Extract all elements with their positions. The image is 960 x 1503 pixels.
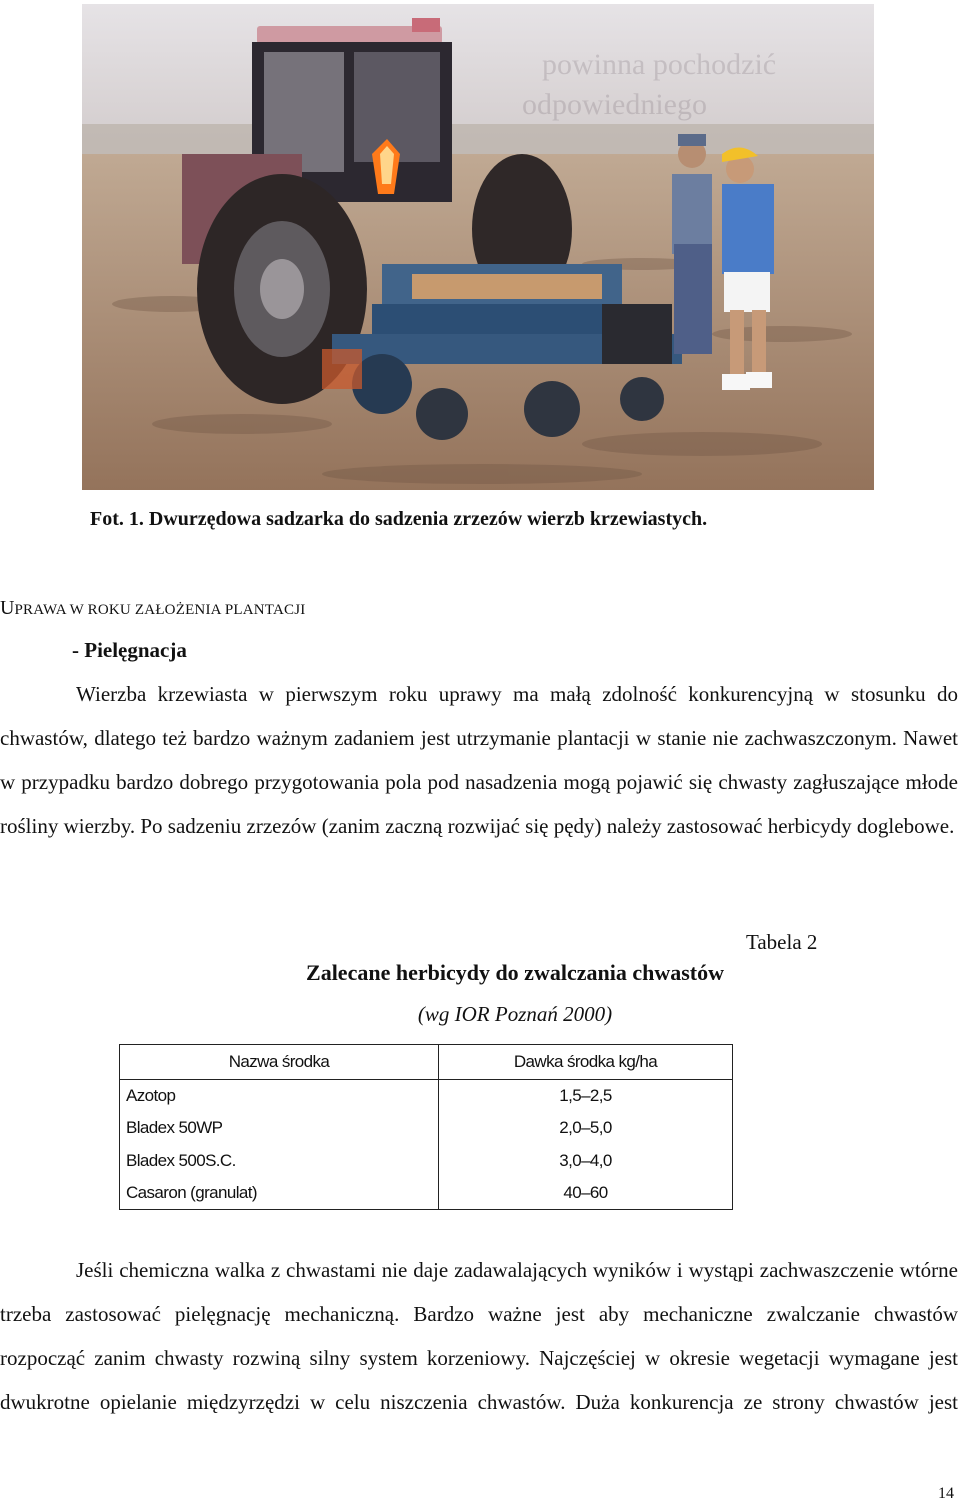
herbicide-name: Bladex 500S.C. bbox=[120, 1144, 439, 1176]
table-row bbox=[120, 1177, 733, 1210]
herbicide-dose: 3,0–4,0 bbox=[559, 1150, 612, 1170]
herbicide-dose: 2,0–5,0 bbox=[559, 1118, 612, 1138]
page-number: 14 bbox=[938, 1485, 954, 1502]
subheading-pielegnacja: - Pielęgnacja bbox=[72, 638, 187, 662]
paragraph-intro bbox=[0, 672, 958, 848]
herbicide-dose: 40–60 bbox=[563, 1182, 608, 1202]
herbicide-name: Casaron (granulat) bbox=[120, 1177, 439, 1210]
table-row bbox=[120, 1144, 733, 1176]
herbicide-table bbox=[119, 1044, 733, 1210]
table-header-row bbox=[120, 1045, 733, 1080]
column-header-dose: Dawka środka kg/ha bbox=[439, 1045, 733, 1080]
table-label: Tabela 2 bbox=[746, 930, 818, 954]
photo-caption: Fot. 1. Dwurzędowa sadzarka do sadzenia zrzezów wierzb krzewiastych. bbox=[90, 508, 708, 530]
heading-part-uprawa: PRAWA W bbox=[14, 602, 88, 618]
svg-text:odpowiedniego: odpowiedniego bbox=[522, 88, 707, 121]
section-heading bbox=[0, 597, 305, 620]
field-photo bbox=[82, 4, 874, 490]
paragraph-intro-text: Wierzba krzewiasta w pierwszym roku uprawy ma małą zdolność konkurencyjną w stosunku do chwastów, dlatego też bardzo ważnym zadaniem jest utrzymanie plantacji w stanie nie zachwaszczonym. Nawet w przypadku bardzo dobrego przygotowania pola pod nasadzenia mogą pojawić się chwasty zagłuszające młode rośliny wierzby. Po sadzeniu zrzezów (zanim zaczną rozwijać się pędy) należy zastosować herbicydy doglebowe. bbox=[0, 682, 958, 838]
herbicide-name: Bladex 50WP bbox=[120, 1112, 439, 1144]
heading-initial: U bbox=[0, 597, 15, 619]
herbicide-name: Azotop bbox=[120, 1080, 439, 1113]
heading-part-zalozenia: ZAŁOŻENIA bbox=[134, 602, 225, 618]
table-row bbox=[120, 1080, 733, 1113]
table-title: Zalecane herbicydy do zwalczania chwastów bbox=[306, 960, 724, 985]
svg-text:powinna pochodzić: powinna pochodzić bbox=[542, 48, 777, 81]
herbicide-dose: 1,5–2,5 bbox=[559, 1086, 612, 1106]
paragraph-mechanical-control bbox=[0, 1248, 958, 1424]
heading-part-plantacji: PLANTACJI bbox=[224, 602, 306, 618]
table-subtitle: (wg IOR Poznań 2000) bbox=[417, 1002, 613, 1026]
heading-part-roku: ROKU bbox=[87, 602, 135, 618]
tractor-planter-illustration bbox=[82, 4, 874, 490]
paragraph-mechanical-text: Jeśli chemiczna walka z chwastami nie daje zadawalających wyników i wystąpi zachwaszczenie wtórne trzeba zastosować pielęgnację mechaniczną. Bardzo ważne jest aby mechaniczne zwalczanie chwastów rozpocząć zanim chwasty rozwiną silny system korzeniowy. Najczęściej w okresie wegetacji wymagane jest dwukrotne opielanie międzyrzędzi w celu niszczenia chwastów. Duża konkurencja ze strony chwastów jest bbox=[0, 1258, 958, 1414]
column-header-name: Nazwa środka bbox=[120, 1045, 439, 1080]
table-row bbox=[120, 1112, 733, 1144]
